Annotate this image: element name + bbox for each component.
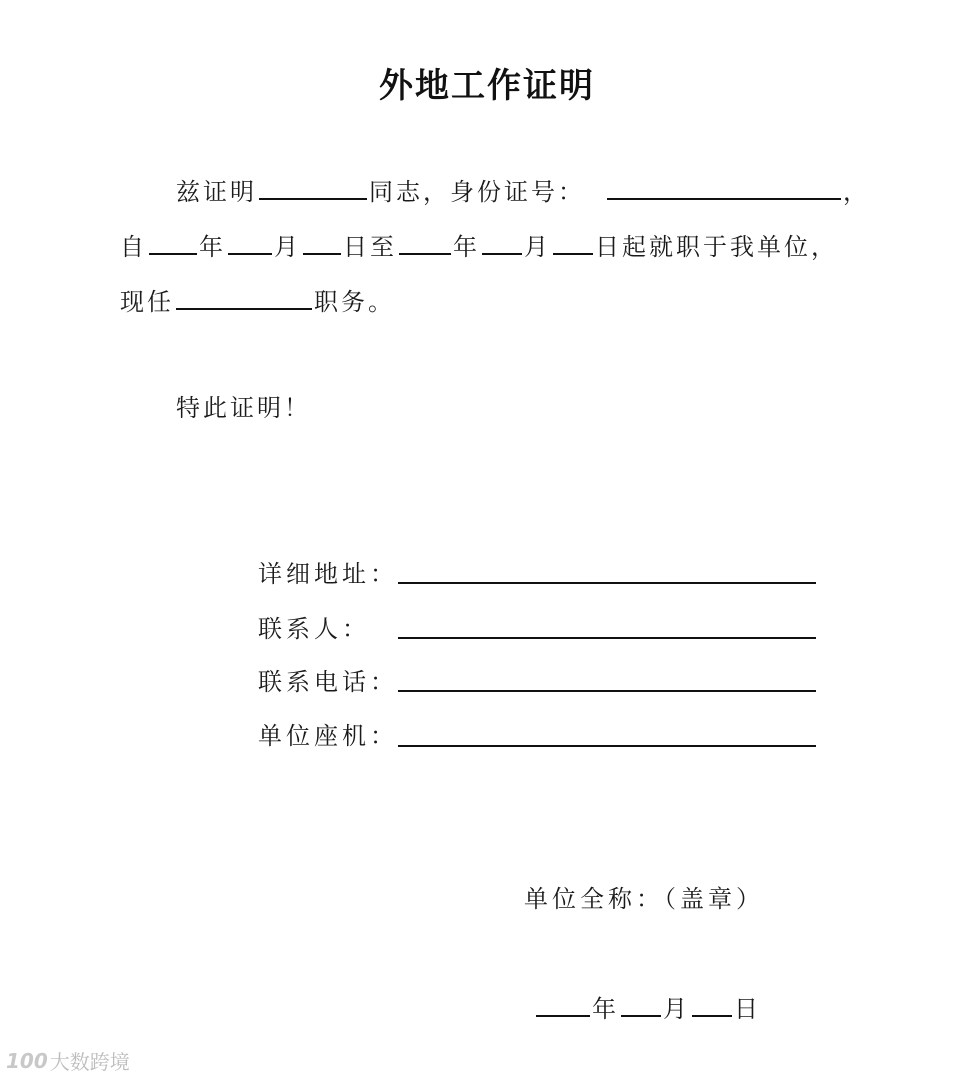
month-label-2: 月 [524,233,551,261]
date-line [536,995,761,1021]
start-month-blank[interactable] [228,233,272,255]
position-suffix: 职务。 [314,288,395,316]
address-label: 详细地址： [258,560,398,588]
end-month-blank[interactable] [482,233,522,255]
month-label-1: 月 [274,233,301,261]
id-number-blank[interactable] [607,178,841,200]
sign-day-label: 日 [734,995,761,1023]
signature-line: 单位全称：（盖章） [524,885,764,913]
sign-month-label: 月 [663,995,690,1023]
landline-label: 单位座机： [258,722,398,750]
position-blank[interactable] [176,288,312,310]
end-day-blank[interactable] [553,233,593,255]
landline-input[interactable] [398,745,816,747]
certify-prefix: 兹证明 [176,178,257,206]
position-line [120,288,395,314]
name-blank[interactable] [259,178,367,200]
contact-person-input[interactable] [398,637,816,639]
sign-day-blank[interactable] [692,995,732,1017]
document-title: 外地工作证明 [379,66,595,106]
watermark-logo: 100 [6,1048,48,1073]
sign-year-label: 年 [592,995,619,1023]
sign-year-blank[interactable] [536,995,590,1017]
from-label: 自 [120,233,147,261]
year-label-1: 年 [199,233,226,261]
closing-statement: 特此证明！ [176,394,311,422]
sign-month-blank[interactable] [621,995,661,1017]
day-to-label: 日至 [343,233,397,261]
period-line [120,233,838,259]
end-year-blank[interactable] [399,233,451,255]
contact-phone-label: 联系电话： [258,668,398,696]
address-input[interactable] [398,582,816,584]
start-year-blank[interactable] [149,233,197,255]
comrade-id-label: 同志，身份证号： [369,178,585,206]
watermark [6,1046,130,1075]
watermark-text: 大数跨境 [49,1050,130,1074]
certify-line [176,178,870,204]
comma: ， [843,178,870,206]
contact-person-label: 联系人： [258,615,370,643]
current-label: 现任 [120,288,174,316]
year-label-2: 年 [453,233,480,261]
contact-phone-input[interactable] [398,690,816,692]
start-day-blank[interactable] [303,233,341,255]
employment-text: 日起就职于我单位， [595,233,838,261]
